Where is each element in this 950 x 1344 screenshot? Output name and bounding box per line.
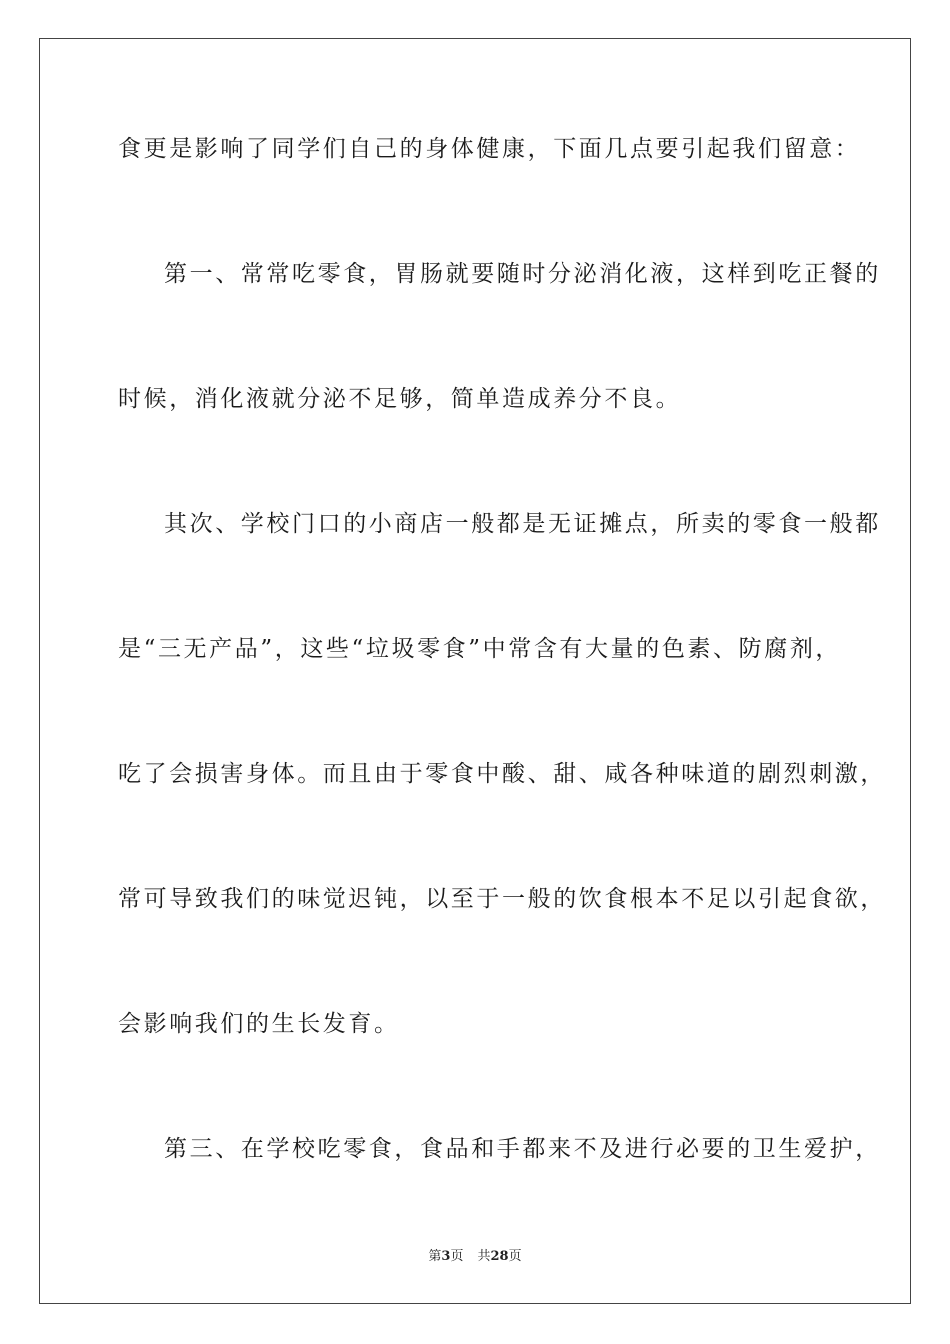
total-pages: 28 [490, 1249, 509, 1264]
text-line-9: 第三、在学校吃零食，食品和手都来不及进行必要的卫生爱护， [164, 1136, 881, 1162]
text-line-7: 常可导致我们的味觉迟钝，以至于一般的饮食根本不足以引起食欲， [118, 886, 886, 912]
total-suffix: 页 [508, 1249, 522, 1264]
text-line-2: 第一、常常吃零食，胃肠就要随时分泌消化液，这样到吃正餐的 [164, 261, 881, 287]
text-line-6: 吃了会损害身体。而且由于零食中酸、甜、咸各种味道的剧烈刺激， [118, 761, 886, 787]
page-suffix: 页 [450, 1249, 464, 1264]
text-line-8: 会影响我们的生长发育。 [118, 1011, 400, 1037]
total-prefix: 共 [477, 1249, 491, 1264]
text-line-3: 时候，消化液就分泌不足够，简单造成养分不良。 [118, 386, 682, 412]
page-prefix: 第 [428, 1249, 442, 1264]
page-footer [0, 1248, 950, 1266]
text-line-5: 是“三无产品”，这些“垃圾零食”中常含有大量的色素、防腐剂， [118, 636, 842, 662]
text-line-1: 食更是影响了同学们自己的身体健康，下面几点要引起我们留意： [118, 136, 861, 162]
page-number: 3 [441, 1249, 451, 1264]
text-line-4: 其次、学校门口的小商店一般都是无证摊点，所卖的零食一般都 [164, 511, 881, 537]
page-border [39, 38, 911, 1304]
